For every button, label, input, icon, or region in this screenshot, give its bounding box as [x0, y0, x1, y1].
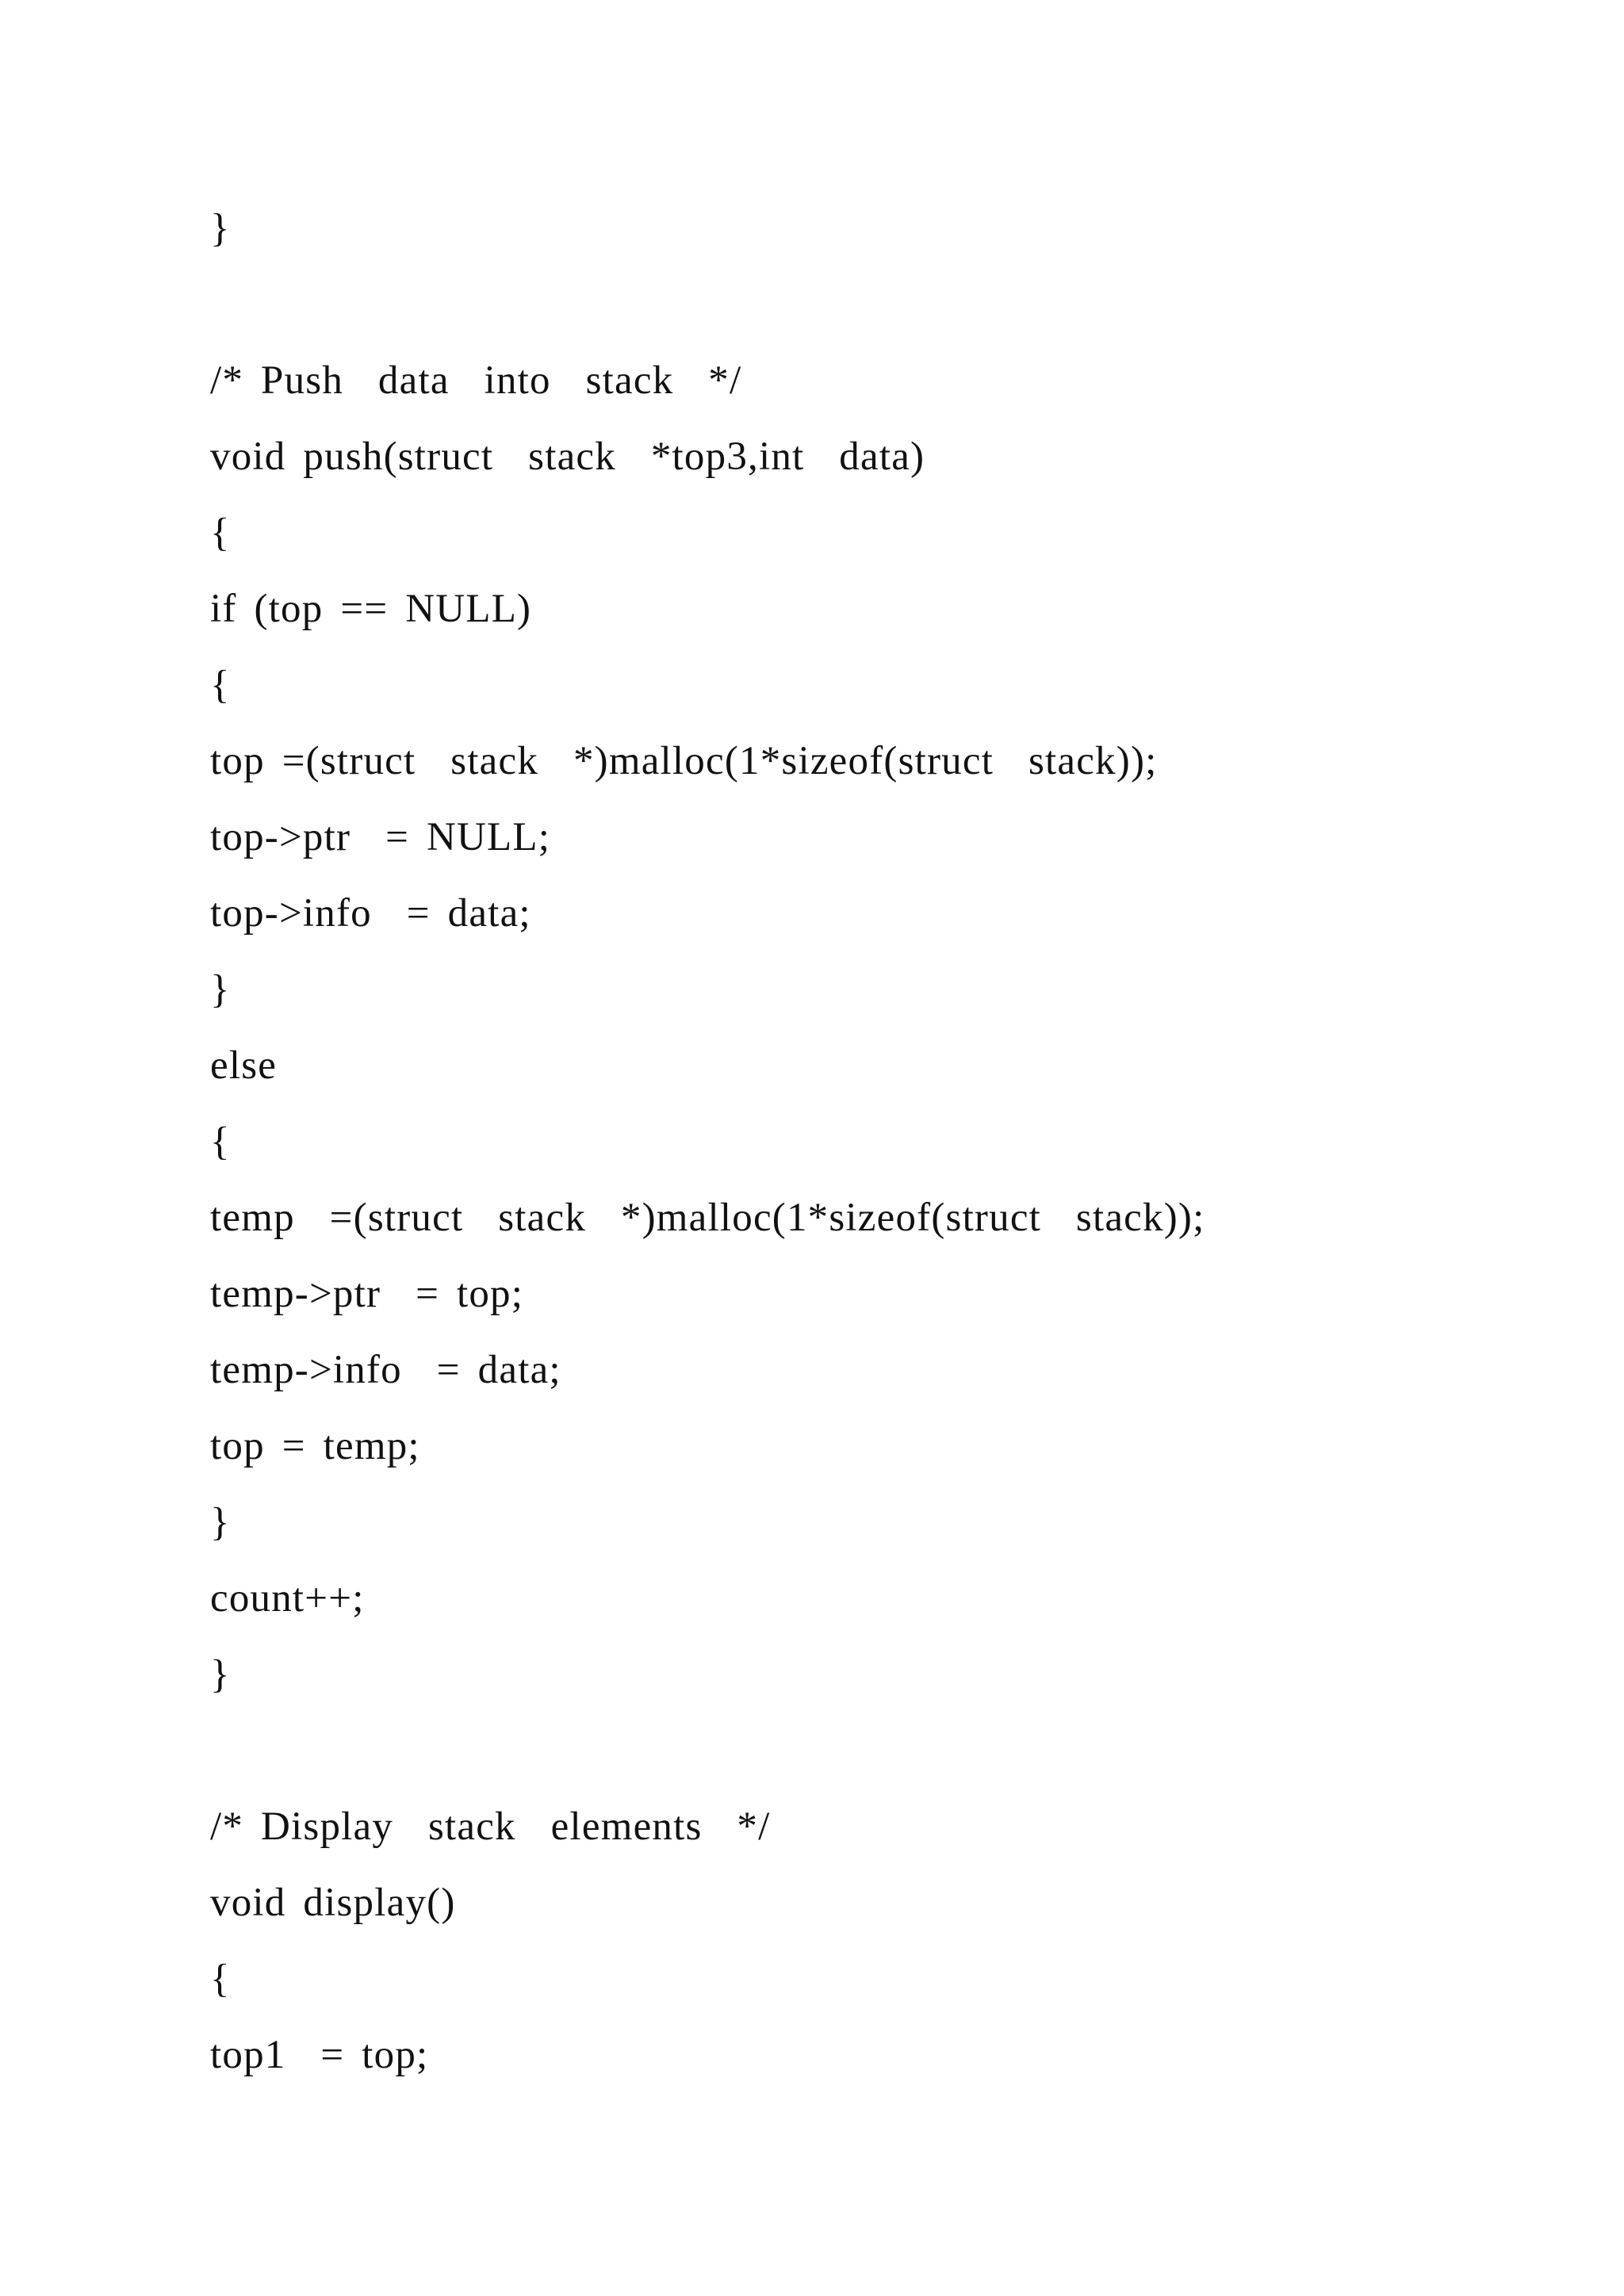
code-line-16: temp->info = data;: [210, 1348, 561, 1392]
code-line-15: temp->ptr = top;: [210, 1272, 524, 1316]
code-line-12: else: [210, 1043, 278, 1088]
display-function-signature: void display(): [210, 1881, 456, 1925]
code-line-6: if (top == NULL): [210, 587, 532, 631]
blank-line-2: [210, 1712, 1558, 1789]
code-line-20: }: [210, 1652, 231, 1697]
code-line-10: top->info = data;: [210, 891, 531, 936]
code-line-9: top->ptr = NULL;: [210, 815, 551, 859]
code-line-1: }: [210, 206, 231, 251]
code-line-7: {: [210, 663, 231, 707]
code-line-14: temp =(struct stack *)malloc(1*sizeof(struct stack));: [210, 1196, 1205, 1240]
blank-line-1: [210, 266, 1558, 342]
code-listing: [210, 190, 1558, 2093]
push-function-signature: void push(struct stack *top3,int data): [210, 434, 925, 479]
push-comment: /* Push data into stack */: [210, 358, 742, 403]
code-line-19: count++;: [210, 1576, 365, 1621]
code-line-13: {: [210, 1119, 231, 1164]
code-line-24: {: [210, 1957, 231, 2001]
code-line-18: }: [210, 1500, 231, 1544]
code-line-17: top = temp;: [210, 1424, 420, 1468]
code-line-5: {: [210, 511, 231, 555]
code-line-11: }: [210, 967, 231, 1012]
display-comment: /* Display stack elements */: [210, 1804, 771, 1849]
code-line-25: top1 = top;: [210, 2033, 429, 2077]
code-line-8: top =(struct stack *)malloc(1*sizeof(struct stack));: [210, 739, 1158, 783]
